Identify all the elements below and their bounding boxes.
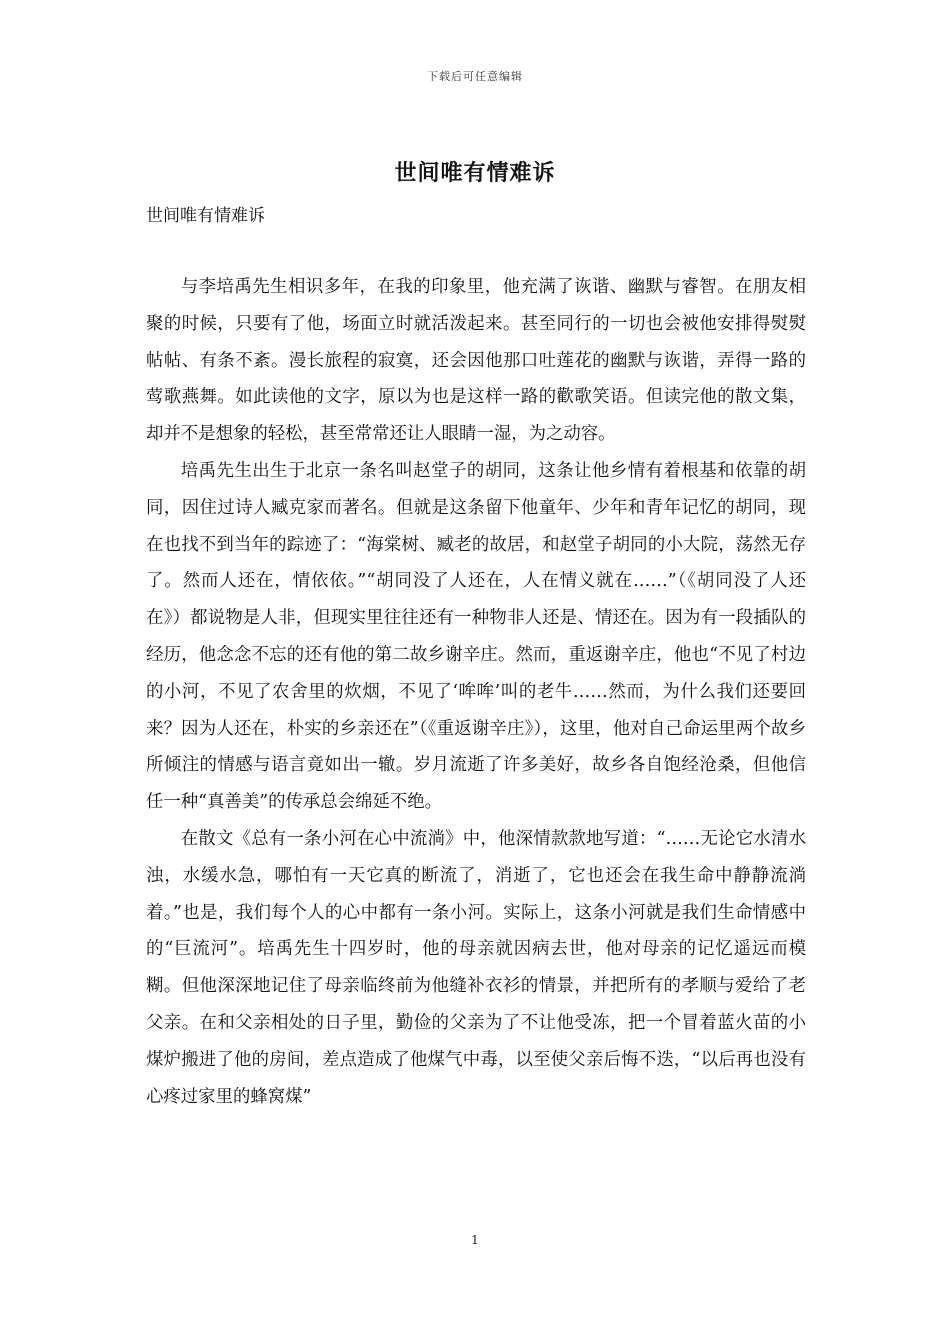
paragraph: 培禹先生出生于北京一条名叫赵堂子的胡同，这条让他乡情有着根基和依靠的胡同，因住过诗人臧克家而著名。但就是这条留下他童年、少年和青年记忆的胡同，现在也找不到当年的踪迹了：“海棠树、臧老的故居，和赵堂子胡同的小大院，荡然无存了。然而人还在，情依依。”“胡同没了人还在，人在情义就在……”（《胡同没了人还在》）都说物是人非，但现实里往往还有一种物非人还是、情还在。因为有一段插队的经历，他念念不忘的还有他的第二故乡谢辛庄。然而，重返谢辛庄，他也“不见了村边的小河，不见了农舍里的炊烟，不见了‘哞哞’叫的老牛……然而，为什么我们还要回来？因为人还在，朴实的乡亲还在”（《重返谢辛庄》），这里，他对自己命运里两个故乡所倾注的情感与语言竟如出一辙。岁月流逝了许多美好，故乡各自饱经沧桑，但他信任一种“真善美”的传承总会绵延不绝。 [146,460,806,813]
document-title: 世间唯有情难诉 [394,160,556,186]
document-subtitle: 世间唯有情难诉 [146,206,265,226]
paragraph: 在散文《总有一条小河在心中流淌》中，他深情款款地写道：“……无论它水清水浊，水缓水急，哪怕有一天它真的断流了，消逝了，它也还会在我生命中静静流淌着。”也是，我们每个人的心中都有一条小河。实际上，这条小河就是我们生命情感中的“巨流河”。培禹先生十四岁时，他的母亲就因病去世，他对母亲的记忆遥远而模糊。但他深深地记住了母亲临终前为他缝补衣衫的情景，并把所有的孝顺与爱给了老父亲。在和父亲相处的日子里，勤俭的父亲为了不让他受冻，把一个冒着蓝火苗的小煤炉搬进了他的房间，差点造成了他煤气中毒，以至使父亲后悔不迭，“以后再也没有心疼过家里的蜂窝煤” [146,828,806,1107]
page-number: 1 [471,1233,479,1247]
header-note: 下载后可任意编辑 [427,70,523,83]
paragraph: 与李培禹先生相识多年，在我的印象里，他充满了诙谐、幽默与睿智。在朋友相聚的时候，只要有了他，场面立时就活泼起来。甚至同行的一切也会被他安排得熨熨帖帖、有条不紊。漫长旅程的寂寞，还会因他那口吐莲花的幽默与诙谐，弄得一路的莺歌燕舞。如此读他的文字，原以为也是这样一路的歡歌笑语。但读完他的散文集，却并不是想象的轻松，甚至常常还让人眼睛一湿，为之动容。 [146,277,806,445]
document-body [146,269,806,1115]
